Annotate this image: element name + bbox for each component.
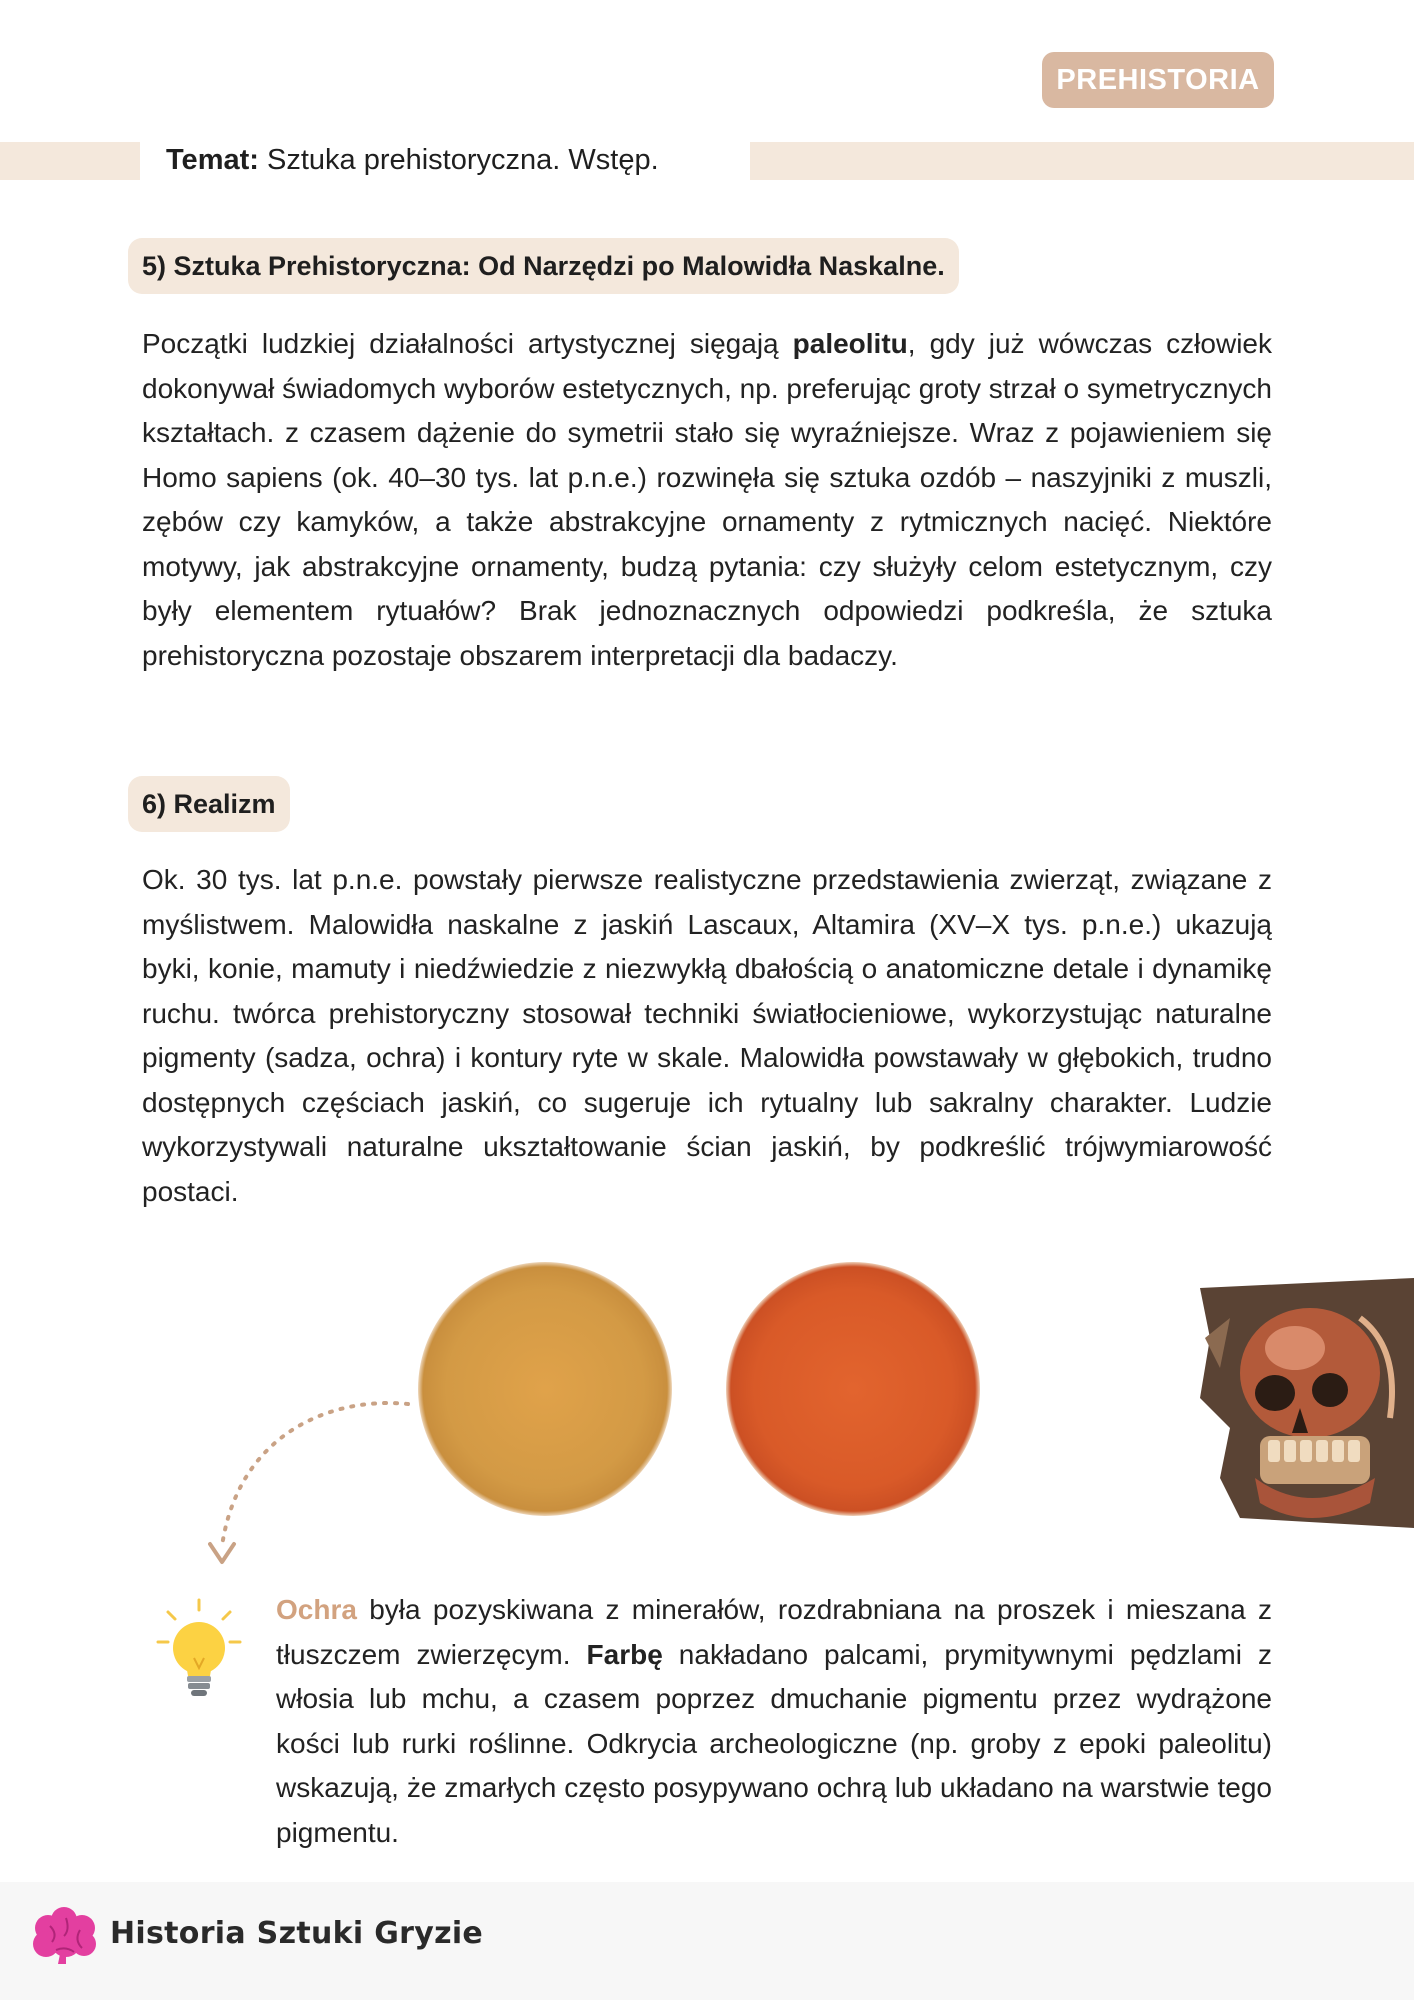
category-badge: PREHISTORIA: [1042, 52, 1274, 108]
ochre-tip-paragraph: [276, 1588, 1272, 1855]
brand-name: Historia Sztuki Gryzie: [110, 1916, 484, 1951]
yellow-ochre-pigment-image: [418, 1262, 672, 1516]
red-ochre-pigment-image: [726, 1262, 980, 1516]
topic-text: Sztuka prehistoryczna. Wstęp.: [258, 144, 659, 176]
topic-line: [166, 140, 659, 180]
tip-text-part2: nakładano palcami, prymitywnymi pędzlami z włosia lub mchu, a czasem poprzez dmuchanie pigmentu przez wydrążone kości lub rurki roślinne. Odkrycia archeologiczne (np. groby z epoki paleolitu) wskazują, że zmarłych często posypywano ochrą lub układano na warstwie tego pigmentu.: [276, 1638, 1272, 1848]
section-6-title: 6) Realizm: [128, 776, 290, 832]
ochre-skull-image: [1200, 1278, 1414, 1528]
brain-logo-icon: [30, 1906, 100, 1966]
section-5-bold-term: paleolitu: [792, 328, 908, 359]
tip-text-part1: była pozyskiwana z minerałów, rozdrabniana na proszek i mieszana z tłuszczem zwierzęcym.: [276, 1594, 1272, 1670]
section-5-text-start: Początki ludzkiej działalności artystycznej sięgają: [142, 328, 793, 359]
section-5-paragraph: [142, 322, 1272, 678]
lightbulb-icon: [156, 1596, 242, 1702]
topic-bar-left: [0, 142, 140, 180]
ochre-highlight: Ochra: [276, 1594, 357, 1625]
section-6-paragraph: Ok. 30 tys. lat p.n.e. powstały pierwsze realistyczne przedstawienia zwierząt, związane z myślistwem. Malowidła naskalne z jaskiń Lascaux, Altamira (XV–X tys. p.n.e.) ukazują byki, konie, mamuty i niedźwiedzie z niezwykłą dbałością o anatomiczne detale i dynamikę ruchu. twórca prehistoryczny stosował techniki światłocieniowe, wykorzystując naturalne pigmenty (sadza, ochra) i kontury ryte w skale. Malowidła powstawały w głębokich, trudno dostępnych częściach jaskiń, co sugeruje ich rytualny lub sakralny charakter. Ludzie wykorzystywali naturalne ukształtowanie ścian jaskiń, by podkreślić trójwymiarowość postaci.: [142, 864, 1272, 1207]
topic-label: Temat:: [166, 144, 259, 176]
tip-bold-term: Farbę: [586, 1638, 663, 1670]
topic-bar-right: [750, 142, 1414, 180]
dotted-arrow-icon: [208, 1396, 422, 1568]
section-5-text-end: , gdy już wówczas człowiek dokonywał świadomych wyborów estetycznych, np. preferując groty strzał o symetrycznych kształtach. z czasem dążenie do symetrii stało się wyraźniejsze. Wraz z pojawieniem się Homo sapiens (ok. 40–30 tys. lat p.n.e.) rozwinęła się sztuka ozdób – naszyjniki z muszli, zębów czy kamyków, a także abstrakcyjne ornamenty z rytmicznych nacięć. Niektóre motywy, jak abstrakcyjne ornamenty, budzą pytania: czy służyły celom estetycznym, czy były elementem rytuałów? Brak jednoznacznych odpowiedzi podkreśla, że sztuka prehistoryczna pozostaje obszarem interpretacji dla badaczy.: [142, 328, 1272, 671]
section-5-title: 5) Sztuka Prehistoryczna: Od Narzędzi po Malowidła Naskalne.: [128, 238, 959, 294]
